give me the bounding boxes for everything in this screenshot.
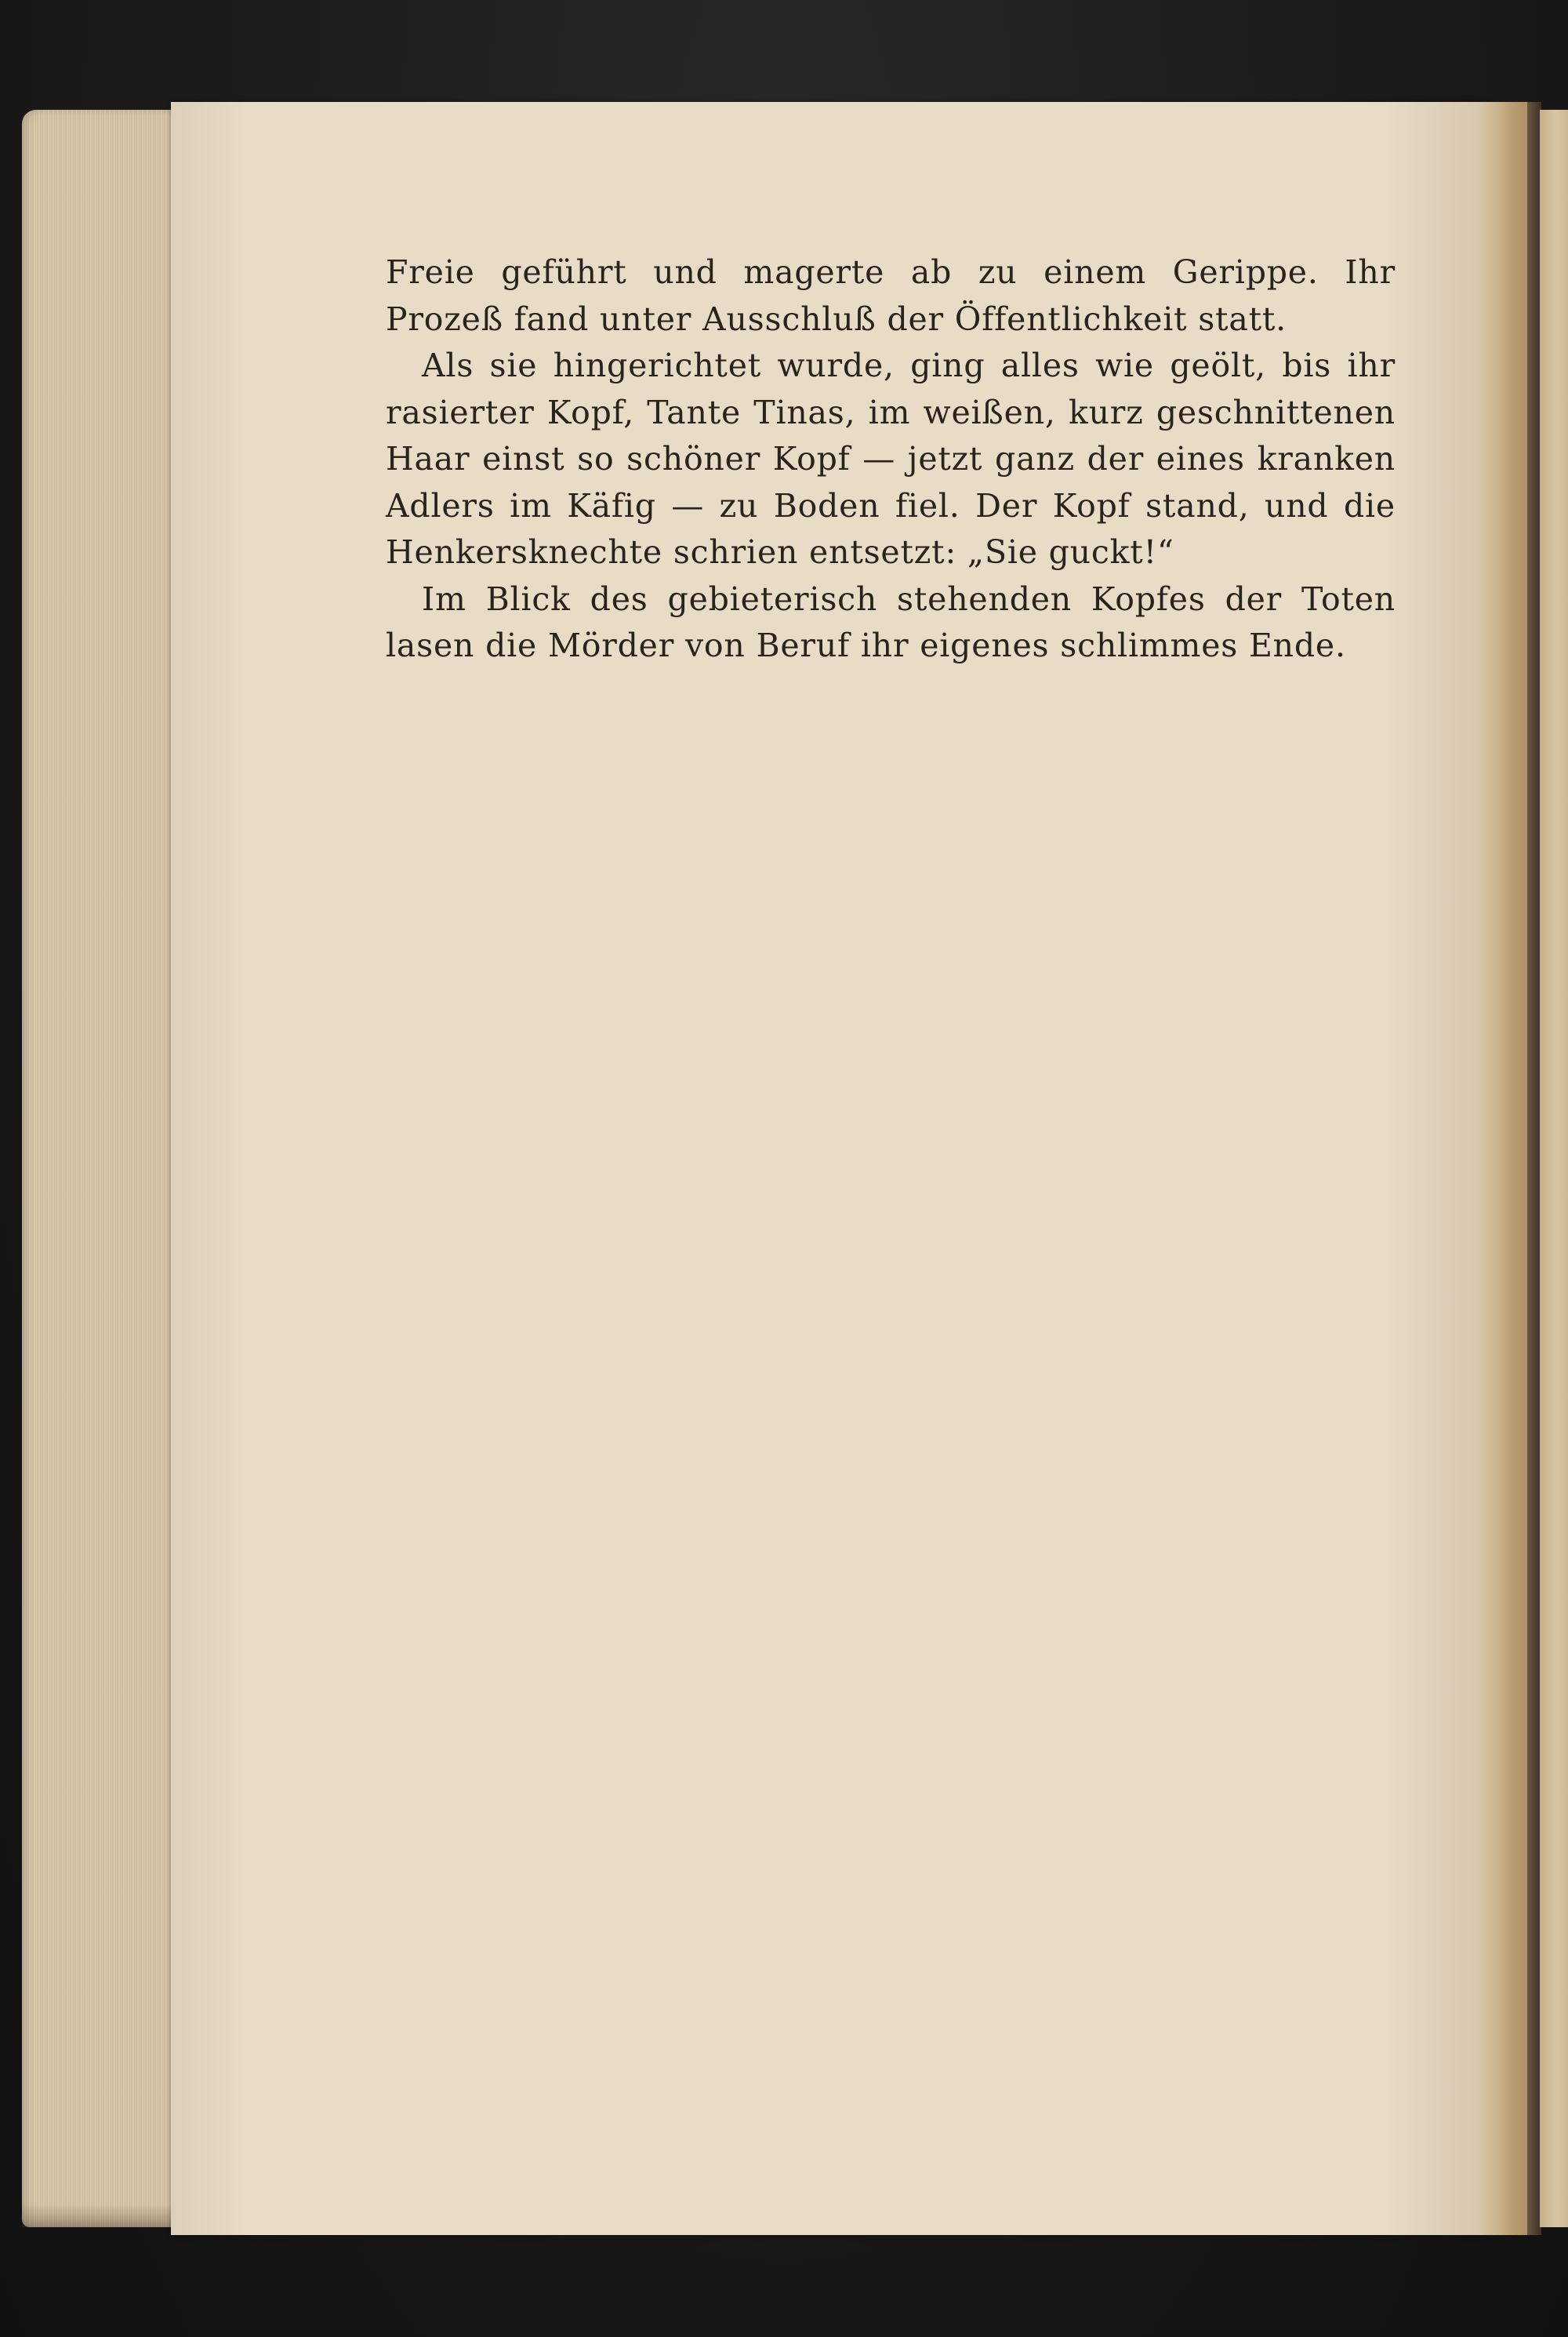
paragraph-3: Im Blick des gebieterisch stehenden Kopfes der Toten lasen die Mörder von Beruf ihr eigenes schlimmes Ende. [386,580,1396,664]
paragraph-1: Freie geführt und magerte ab zu einem Gerippe. Ihr Prozeß fand unter Ausschluß der Öffentlichkeit statt. [386,253,1396,338]
page-text [386,249,1396,670]
facing-page-edge [1540,110,1568,2227]
paragraph-2: Als sie hingerichtet wurde, ging alles wie geölt, bis ihr rasierter Kopf, Tante Tinas, im weißen, kurz geschnittenen Haar einst so schöner Kopf — jetzt ganz der eines kranken Adlers im Käfig — zu Boden fiel. Der Kopf stand, und die Henkersknechte schrien entsetzt: „Sie guckt!“ [386,347,1396,571]
page-edges [22,110,179,2227]
